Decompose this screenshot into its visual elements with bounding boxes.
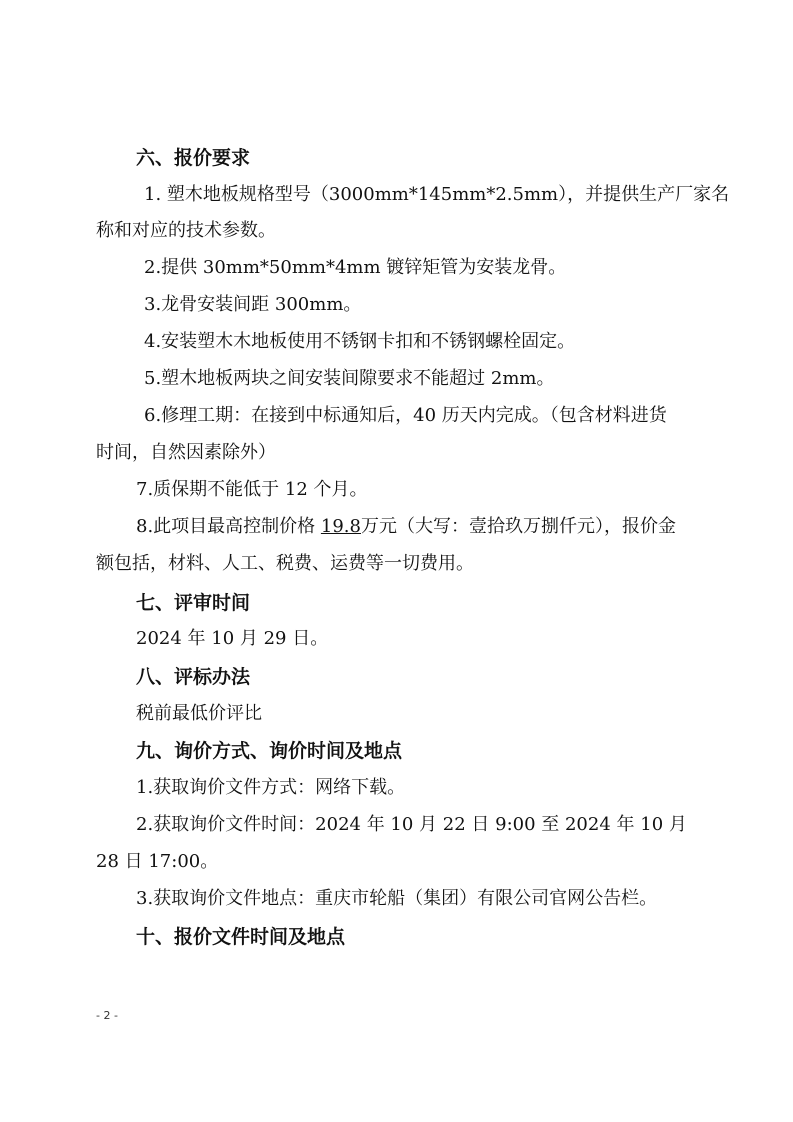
requirement-item-6-continued: 时间，自然因素除外） <box>96 442 276 463</box>
section-heading-nine: 九、询价方式、询价时间及地点 <box>136 740 403 762</box>
requirement-item-1-continued: 称和对应的技术参数。 <box>96 220 276 241</box>
max-price-amount: 19.8 <box>320 516 361 537</box>
evaluation-method: 税前最低价评比 <box>136 703 262 724</box>
section-heading-seven: 七、评审时间 <box>136 592 251 614</box>
requirement-item-3: 3.龙骨安装间距 300mm。 <box>144 294 362 315</box>
section-heading-ten: 十、报价文件时间及地点 <box>136 926 346 948</box>
review-date: 2024 年 10 月 29 日。 <box>136 628 329 649</box>
requirement-item-4: 4.安装塑木木地板使用不锈钢卡扣和不锈钢螺栓固定。 <box>144 331 576 352</box>
inquiry-item-2: 2.获取询价文件时间：2024 年 10 月 22 日 9:00 至 2024 年 10 月 <box>136 814 687 835</box>
inquiry-item-1: 1.获取询价文件方式：网络下载。 <box>136 777 406 798</box>
section-heading-eight: 八、评标办法 <box>136 666 251 688</box>
requirement-item-8 <box>136 515 676 539</box>
requirement-item-6: 6.修理工期：在接到中标通知后，40 历天内完成。（包含材料进货 <box>144 405 667 426</box>
inquiry-item-3: 3.获取询价文件地点：重庆市轮船（集团）有限公司官网公告栏。 <box>136 888 658 909</box>
inquiry-item-2-continued: 28 日 17:00。 <box>96 851 219 872</box>
item-8-suffix: 万元（大写：壹拾玖万捌仟元），报价金 <box>360 516 676 537</box>
requirement-item-1: 1. 塑木地板规格型号（3000mm*145mm*2.5mm），并提供生产厂家名 <box>144 184 730 205</box>
item-8-prefix: 8.此项目最高控制价格 <box>136 516 321 537</box>
requirement-item-2: 2.提供 30mm*50mm*4mm 镀锌矩管为安装龙骨。 <box>144 257 567 278</box>
requirement-item-5: 5.塑木地板两块之间安装间隙要求不能超过 2mm。 <box>144 368 555 389</box>
requirement-item-7: 7.质保期不能低于 12 个月。 <box>136 479 368 500</box>
page-number: - 2 - <box>96 1009 118 1022</box>
section-heading-six: 六、报价要求 <box>136 147 251 169</box>
requirement-item-8-continued: 额包括，材料、人工、税费、运费等一切费用。 <box>96 553 474 574</box>
